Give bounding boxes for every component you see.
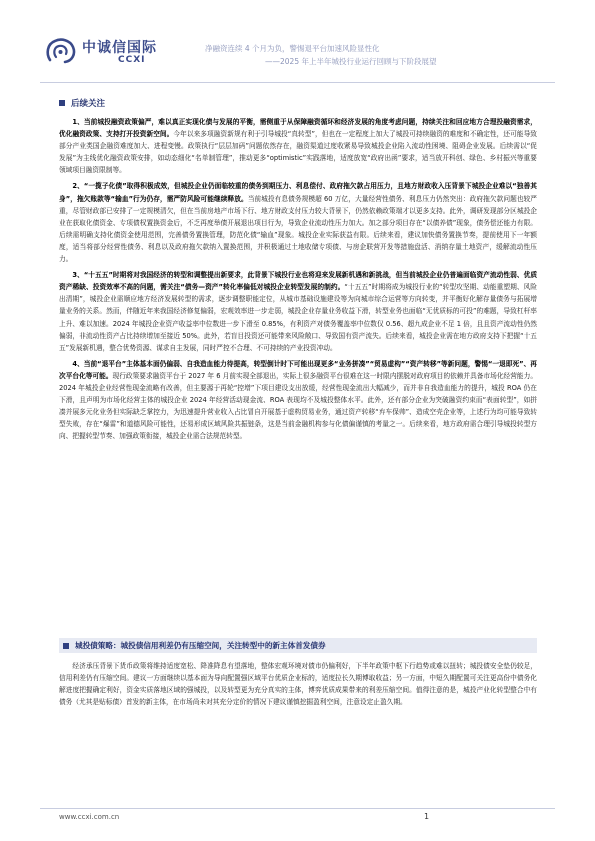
brand-name-cn: 中诚信国际 <box>82 40 157 56</box>
strategy-body <box>59 660 537 712</box>
report-subtitle: ——2025 年上半年城投行业运行回顾与下阶段展望 <box>265 57 437 66</box>
section-body <box>59 116 537 446</box>
paragraph-4-lead: 4、当前“退平台”主体基本面仍偏弱、自我造血能力待提高，转型倒计时下可能出现更多“业务拼凑”“贸易虚构”“资产转移”等新问题，警惕“一退即死”、再次平台化等可能。 <box>59 359 537 380</box>
footer-url[interactable]: www.ccxi.com.cn <box>59 813 120 821</box>
square-bullet-icon <box>63 643 69 649</box>
paragraph-4-text: 现行政策要求融资平台于 2027 年 6 月前实现全部退出，实际上很多融资平台很难在这一时限内摆脱对政府项目的依赖并具备市场化经营能力。2024 年城投企业经营性现金流略有改善，但主要源于再轮“控增”下项目建设支出放缓，经营性现金流出大幅减少，而并非自我造血能力的提升，城投 ROA 仍在下滑，且声明为市场化经营主体的城投企业 2024 年经营活动现金流、ROA 表现均不及城投整体水平。此外，还有部分企业为突破融资约束而“表面转型”，如拼凑并展多元化业务但实际缺乏掌控力，为迅速提升营业收入占比冒自开展基于虚构贸易业务，通过资产转移“弃车保帅”、造成空壳企业等，上述行为均可能导致转型失败，存在“爆雷”和道德风险可能性，还易形成区域风险共振链条，这是当前金融机构参与化债偏谨慎的考量之一。后续来看，地方政府需合理引导城投转型方向、把握转型节奏、加强政策衔接，城投企业需合法规范转型。 <box>59 371 538 441</box>
paragraph-1-text: 今年以来多项融资新规有利于引导城投“真转型”，但也在一定程度上加大了城投可持续融资的难度和不确定性，还可能导致部分产业类国企融资难度加大、进程变慢。政策执行“层层加码”问题依然存在，融资渠道过度收紧易导致城投企业陷入流动性困境、阻碍企业发展。后续需以“促发展”为主线优化融资政策安排，如动态细化“名单制管理”，推动更多“optimistic”实践落地，适度放宽“政府出函”要求，适当放开科创、绿色、乡村振兴等重要领域项目融资限制等。 <box>59 130 537 175</box>
paragraph-4 <box>59 358 537 443</box>
ccxi-logo-icon <box>44 36 78 66</box>
brand-name-en: CCXI <box>118 55 146 65</box>
section-title: 后续关注 <box>71 99 106 109</box>
paragraph-1 <box>59 116 537 176</box>
square-bullet-icon <box>59 100 65 106</box>
paragraph-3 <box>59 269 537 354</box>
footer-divider <box>40 808 555 809</box>
strategy-heading-bar <box>59 638 537 653</box>
strategy-paragraph: 经济承压背景下货币政策将维持适度宽松、降准降息有望落地，整体宏观环境对债市仍偏利好，下半年政策中枢下行趋势或难以扭转；城投债安全垫仍较足，信用利差仍有压缩空间。建议一方面继续以基本面为导向配置强区域平台优质企业标的，适度拉长久期博取收益；另一方面，中短久期配置可关注更高份中债务化解进度把握确定利好，资金实质落地区域的强城投，以及转型更为充分真实的主体，博弈优质成果带来的利差压缩空间。值得注意的是，城投产业化转型整合中有债务（尤其是贴标债）首发的新主体，在市场尚未对其充分定价的情况下建议谨慎挖掘盈利空间，注意设定止盈久期。 <box>59 662 537 707</box>
paragraph-3-lead: 3、“十五五”时期将对我国经济的转型和调整提出新要求，此背景下城投行业也将迎来发展新机遇和新挑战，但当前城投企业仍普遍面临资产流动性弱、优质资产稀缺、投资效率不高的问题，需关注“债务—资产”转化率偏低对城投企业转型发展的制约。 <box>59 271 537 292</box>
paragraph-1-lead: 1、当前城投融资政策偏严，难以真正实现化债与发展的平衡，需侧重于从保障融资循环和经济发展的角度考虑问题，持续关注和回应地方合理投融资需求，优化融资政策、支持打开投资新空间。 <box>59 118 537 139</box>
paragraph-2 <box>59 180 537 265</box>
strategy-heading: 城投债策略：城投债信用利差仍有压缩空间，关注转型中的新主体首发债券 <box>75 641 326 650</box>
paragraph-2-lead: 2、“一揽子化债”取得积极成效，但城投企业仍面临较重的债务到期压力、利息偿付、政府拖欠款占用压力，且地方财政收入压背景下城投企业难以“独善其身”，拖欠账款等“输血”行为仍存，需严防风险可能继续释放。 <box>59 182 537 203</box>
page-number: 1 <box>424 812 430 821</box>
header-divider <box>40 82 555 83</box>
page-header <box>0 0 595 90</box>
report-title: 净融资连续 4 个月为负，警惕退平台加速风险显性化 <box>205 44 380 53</box>
paragraph-2-text: 当前城投有息债务规模超 60 万亿，大量经营性债务、利息压力仍然突出：政府拖欠款问题也较严重，尽管财政部已安排了一定规模清欠，但在当前房地产市场下行、地方财政支付压力较大背景下，仍然依赖政策端才以更多支持。此外，调研发现部分区城投企业在获取化债资金、专项债权置换资金后，不乏再度举债开展退出项目行为，导致企业流动性压力加大。加之部分项目存在“以债养债”现象，债务偿还能力有限。后续需明确支持化债资金使用范围，完善债务置换管理，防范化债“输血”现象。城投企业实际获益有限。后续来看，建议加快债务置换节奏，提前使用下一年额度，适当将部分经营性债务、利息以及政府拖欠款纳入置换范围，并积极通过土地收储专项债、与房企联营开发等措施盘活、消纳存量土地资产，缓解流动性压力。 <box>59 194 537 264</box>
paragraph-3-text: “十五五”时期将成为城投行业的“转型攻坚期、动能重塑期、风险出清期”，城投企业需顺应地方经济发展转型的需求，逐步调整职能定位，从城市基础设施建设等为向城市综合运营等方向转变，并平衡好化解存量债务与拓展增量业务的关系。然而，伴随近年来我国经济修复偏弱，宏观效率进一步走弱，城投企业存量业务收益下滑，转型业务也面临“无优质标的可投”的难题，导致杠杆率上升、难以加速。2024 年城投企业资产收益率中位数进一步下滑至 0.85%，有利资产对债务覆盖率中位数仅 0.56、超九成企业不足 1 倍，且且资产流动性仍然偏弱，非流动性资产占比持续增加至接近 50%。此外，若盲目投资还可能带来风险敞口、导致国有资产流失。后续来看，城投企业需在地方政府支持下把握“十五五”发展新机遇，整合优势资源、谋求自主发展，同时严控不合理、不可持续的产业投资冲动。 <box>59 283 537 352</box>
section-heading <box>59 97 105 109</box>
